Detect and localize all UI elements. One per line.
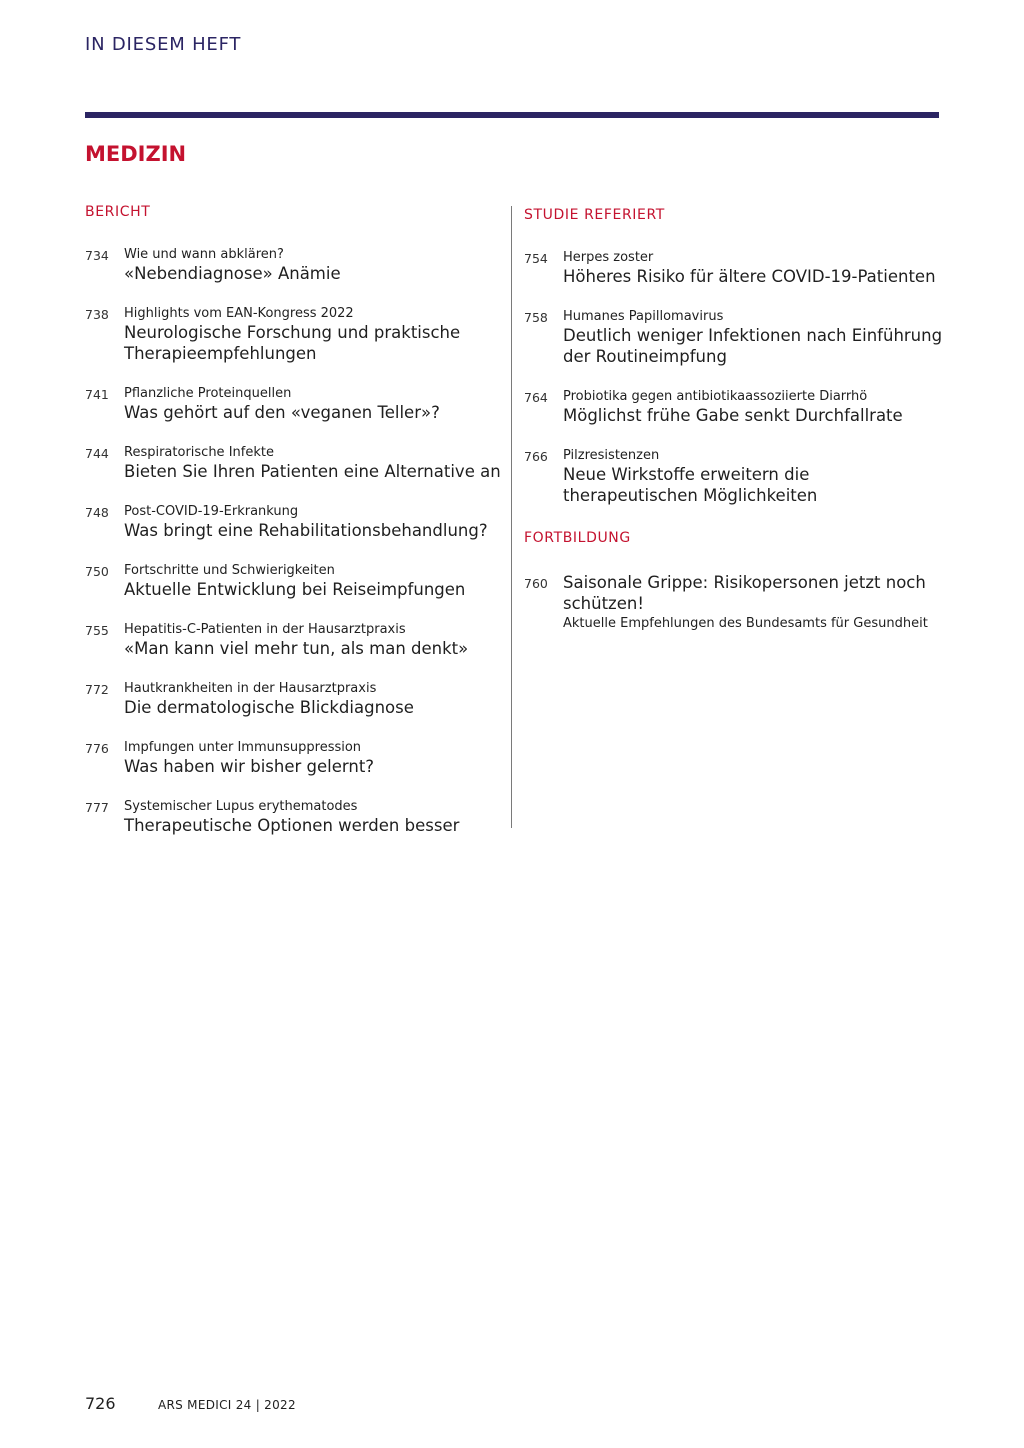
column-divider — [511, 206, 512, 828]
toc-entry[interactable] — [85, 621, 505, 659]
page-number: 755 — [85, 623, 109, 638]
entry-kicker: Pilzresistenzen — [563, 448, 660, 463]
page-number: 734 — [85, 248, 109, 263]
page-number: 766 — [524, 449, 548, 464]
toc-entry[interactable] — [85, 503, 505, 541]
toc-entry[interactable] — [85, 562, 505, 600]
entry-kicker: Hepatitis-C-Patienten in der Hausarztpraxis — [124, 622, 406, 637]
page-number: 748 — [85, 505, 109, 520]
page-number: 741 — [85, 387, 109, 402]
entry-title: Therapeutische Optionen werden besser — [124, 816, 460, 835]
entry-title: Saisonale Grippe: Risikopersonen jetzt noch schützen! — [563, 573, 926, 613]
page-number: 776 — [85, 741, 109, 756]
category-heading-fortbildung: FORTBILDUNG — [524, 530, 631, 546]
toc-entry[interactable] — [85, 385, 505, 423]
entry-kicker: Pflanzliche Proteinquellen — [124, 386, 292, 401]
entry-kicker: Highlights vom EAN-Kongress 2022 — [124, 306, 354, 321]
toc-entry[interactable] — [85, 680, 505, 718]
entry-kicker: Impfungen unter Immunsuppression — [124, 740, 362, 755]
entry-title: Was haben wir bisher gelernt? — [124, 757, 375, 776]
footer-magazine-issue: ARS MEDICI 24 | 2022 — [158, 1398, 296, 1412]
entry-title: Höheres Risiko für ältere COVID-19-Patienten — [563, 267, 936, 286]
page-number: 750 — [85, 564, 109, 579]
entry-subtitle: Aktuelle Empfehlungen des Bundesamts für Gesundheit — [563, 616, 928, 631]
entry-title: Deutlich weniger Infektionen nach Einführung der Routineimpfung — [563, 326, 943, 366]
category-heading-studie-referiert: STUDIE REFERIERT — [524, 207, 665, 223]
toc-entry[interactable] — [85, 444, 505, 482]
entry-kicker: Hautkrankheiten in der Hausarztpraxis — [124, 681, 377, 696]
page-number: 772 — [85, 682, 109, 697]
entry-title: Was bringt eine Rehabilitationsbehandlung? — [124, 521, 488, 540]
page-number: 754 — [524, 251, 548, 266]
section-title: MEDIZIN — [85, 142, 187, 166]
entry-title: Die dermatologische Blickdiagnose — [124, 698, 414, 717]
entry-kicker: Wie und wann abklären? — [124, 247, 284, 262]
toc-entry[interactable] — [85, 739, 505, 777]
toc-entry[interactable] — [85, 798, 505, 836]
entry-kicker: Probiotika gegen antibiotikaassoziierte Diarrhö — [563, 389, 868, 404]
entry-kicker: Systemischer Lupus erythematodes — [124, 799, 358, 814]
page-number: 760 — [524, 576, 548, 591]
toc-entry[interactable] — [524, 388, 944, 426]
entry-title: Neue Wirkstoffe erweitern die therapeutischen Möglichkeiten — [563, 465, 818, 505]
left-column — [85, 204, 505, 857]
page-number: 764 — [524, 390, 548, 405]
toc-entry[interactable] — [524, 249, 944, 287]
footer-page-number: 726 — [85, 1394, 116, 1413]
page-number: 758 — [524, 310, 548, 325]
entry-title: «Nebendiagnose» Anämie — [124, 264, 341, 283]
toc-entry[interactable] — [85, 246, 505, 284]
entry-title: Möglichst frühe Gabe senkt Durchfallrate — [563, 406, 903, 425]
toc-entry[interactable] — [524, 447, 944, 506]
page-number: 744 — [85, 446, 109, 461]
header-rule — [85, 112, 939, 118]
entry-title: «Man kann viel mehr tun, als man denkt» — [124, 639, 469, 658]
entry-kicker: Herpes zoster — [563, 250, 654, 265]
category-heading-bericht: BERICHT — [85, 204, 151, 220]
entry-title: Was gehört auf den «veganen Teller»? — [124, 403, 440, 422]
entry-title: Neurologische Forschung und praktische Therapieempfehlungen — [124, 323, 461, 363]
toc-entry[interactable] — [524, 308, 944, 367]
page-number: 777 — [85, 800, 109, 815]
entry-kicker: Post-COVID-19-Erkrankung — [124, 504, 299, 519]
entry-kicker: Humanes Papillomavirus — [563, 309, 724, 324]
entry-title: Bieten Sie Ihren Patienten eine Alternative an — [124, 462, 501, 481]
toc-entry-fortbildung[interactable] — [524, 572, 944, 633]
right-column — [524, 207, 944, 654]
entry-kicker: Respiratorische Infekte — [124, 445, 274, 460]
entry-title: Aktuelle Entwicklung bei Reiseimpfungen — [124, 580, 466, 599]
entry-kicker: Fortschritte und Schwierigkeiten — [124, 563, 335, 578]
header-label: IN DIESEM HEFT — [85, 34, 242, 55]
page-number: 738 — [85, 307, 109, 322]
toc-entry[interactable] — [85, 305, 505, 364]
